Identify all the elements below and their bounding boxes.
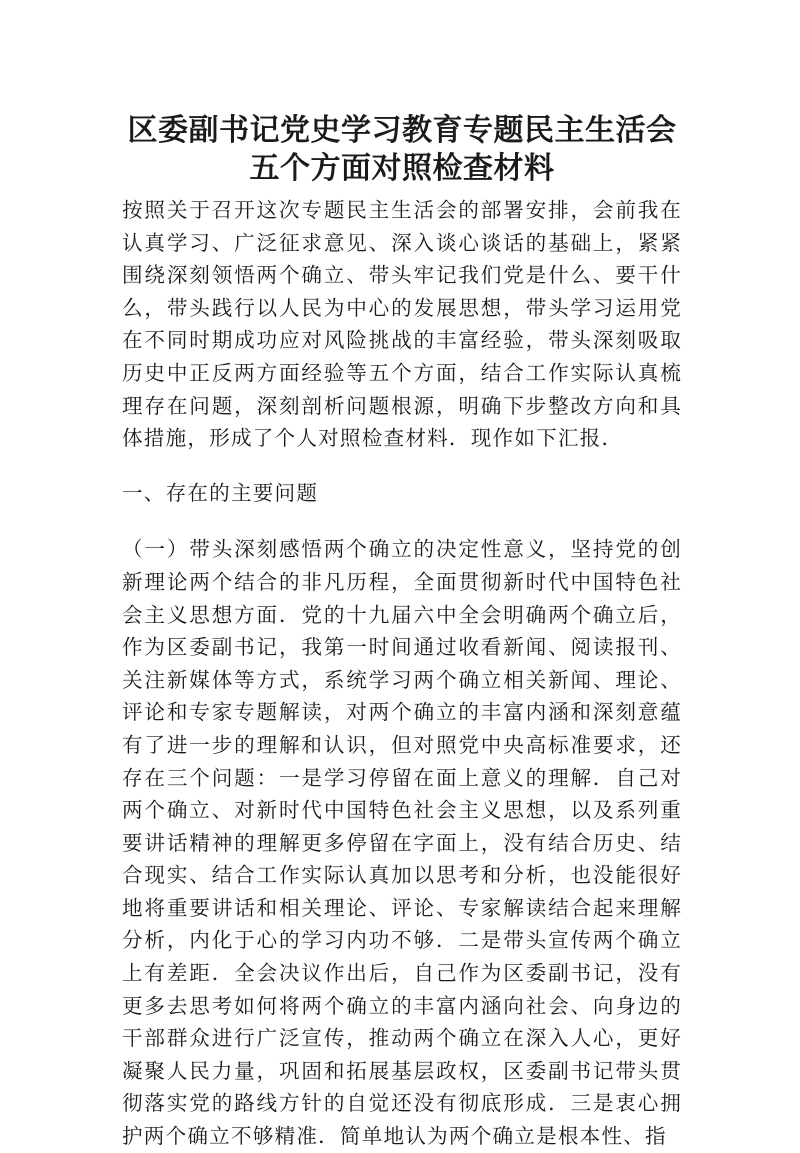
section-heading: 一、存在的主要问题	[122, 480, 319, 505]
intro-paragraph: 按照关于召开这次专题民主生活会的部署安排，会前我在认真学习、广泛征求意见、深入谈心谈话的基础上，紧紧围绕深刻领悟两个确立、带头牢记我们党是什么、要干什么，带头践行以人民为中心的发展思想，带头学习运用党在不同时期成功应对风险挑战的丰富经验，带头深刻吸取历史中正反两方面经验等五个方面，结合工作实际认真梳理存在问题，深刻剖析问题根源，明确下步整改方向和具体措施，形成了个人对照检查材料．现作如下汇报．	[122, 198, 682, 451]
title-line-1: 区委副书记党史学习教育专题民主生活会	[127, 113, 677, 148]
title-line-2: 五个方面对照检查材料	[249, 151, 555, 186]
body-paragraph: （一）带头深刻感悟两个确立的决定性意义，坚持党的创新理论两个结合的非凡历程，全面贯彻新时代中国特色社会主义思想方面．党的十九届六中全会明确两个确立后，作为区委副书记，我第一时间通过收看新闻、阅读报刊、关注新媒体等方式，系统学习两个确立相关新闻、理论、评论和专家专题解读，对两个确立的丰富内涵和深刻意蕴有了进一步的理解和认识，但对照党中央高标准要求，还存在三个问题：一是学习停留在面上意义的理解．自己对两个确立、对新时代中国特色社会主义思想，以及系列重要讲话精神的理解更多停留在字面上，没有结合历史、结合现实、结合工作实际认真加以思考和分析，也没能很好地将重要讲话和相关理论、评论、专家解读结合起来理解分析，内化于心的学习内功不够．二是带头宣传两个确立上有差距．全会决议作出后，自己作为区委副书记，没有更多去思考如何将两个确立的丰富内涵向社会、向身边的干部群众进行广泛宣传，推动两个确立在深入人心，更好凝聚人民力量，巩固和拓展基层政权，区委副书记带头贯彻落实党的路线方针的自觉还没有彻底形成．三是衷心拥护两个确立不够精准．简单地认为两个确立是根本性、指	[122, 537, 682, 1149]
document-title	[102, 112, 702, 188]
